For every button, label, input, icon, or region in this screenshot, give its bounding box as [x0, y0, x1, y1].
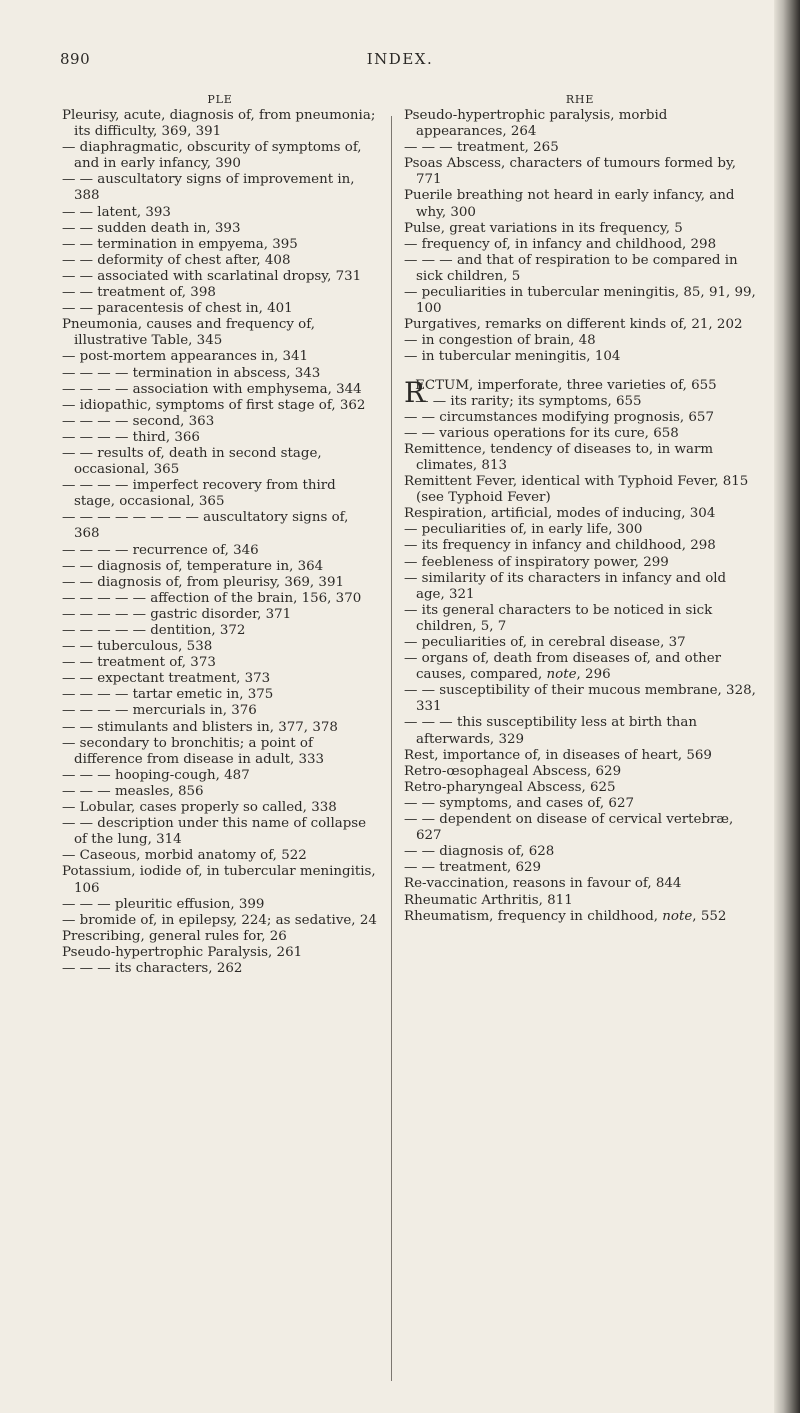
index-entry: — — paracentesis of chest in, 401	[62, 301, 293, 317]
column-divider	[391, 116, 392, 1381]
index-entry: — diaphragmatic, obscurity of symptoms of, and in early infancy, 390	[62, 140, 362, 172]
index-entry: — — diagnosis of, 628	[404, 844, 555, 860]
left-column	[62, 92, 378, 977]
right-column	[404, 92, 756, 925]
index-entry: — — associated with scarlatinal dropsy, 731	[62, 268, 362, 284]
page-ref: 552	[700, 908, 727, 924]
index-entry: Pulse, great variations in its frequency, 5	[404, 220, 683, 236]
index-entry: — similarity of its characters in infancy and old age, 321	[404, 570, 727, 602]
index-entry: Respiration, artificial, modes of inducing, 304	[404, 506, 716, 522]
index-entry: — — — its characters, 262	[62, 960, 243, 976]
index-entry: — — — — second, 363	[62, 413, 215, 429]
index-entry: — — — — recurrence of, 346	[62, 542, 259, 558]
note-label: note	[662, 908, 693, 924]
index-entry: Rheumatic Arthritis, 811	[404, 892, 573, 908]
index-entry: — — — — — gastric disorder, 371	[62, 606, 292, 622]
index-entry: — — diagnosis of, temperature in, 364	[62, 558, 324, 574]
right-catchword: RHE	[565, 93, 595, 106]
index-entry: — — its rarity; its symptoms, 655	[415, 393, 642, 409]
section-gap	[404, 366, 756, 378]
left-catchword: PLE	[207, 93, 233, 106]
index-entry: — — treatment of, 373	[62, 655, 216, 671]
index-entry: Remittence, tendency of diseases to, in warm climates, 813	[404, 441, 714, 473]
index-entry: — bromide of, in epilepsy, 224; as sedative, 24	[62, 912, 377, 928]
index-entry: — peculiarities of, in cerebral disease, 37	[404, 635, 686, 650]
index-entry: Psoas Abscess, characters of tumours formed by, 771	[404, 156, 736, 188]
index-entry: — post-mortem appearances in, 341	[62, 349, 309, 365]
index-entry: — — — pleuritic effusion, 399	[62, 896, 265, 912]
index-entry: — secondary to bronchitis; a point of difference from disease in adult, 333	[62, 735, 325, 767]
left-entry-list	[62, 108, 378, 977]
index-entry: Pleurisy, acute, diagnosis of, from pneumonia; its difficulty, 369, 391	[62, 108, 376, 140]
index-entry: Pneumonia, causes and frequency of, illustrative Table, 345	[62, 317, 315, 349]
rectum-entry-text: ECTUM, imperforate, three varieties of, 655	[415, 377, 717, 393]
index-entry: — — — — mercurials in, 376	[62, 703, 257, 719]
index-entry: — — stimulants and blisters in, 377, 378	[62, 719, 338, 735]
index-entry: — — — and that of respiration to be compared in sick children, 5	[404, 252, 738, 284]
index-entry: — idiopathic, symptoms of first stage of, 362	[62, 397, 366, 413]
page-ref: 296	[585, 667, 611, 683]
index-entry: — — — — imperfect recovery from third stage, occasional, 365	[62, 478, 336, 510]
index-entry: — its general characters to be noticed in sick children, 5, 7	[404, 602, 713, 634]
index-entry: Potassium, iodide of, in tubercular meningitis, 106	[62, 864, 376, 896]
drop-cap-letter: R	[404, 375, 426, 409]
index-entry: — — — — termination in abscess, 343	[62, 365, 321, 381]
index-entry: — — auscultatory signs of improvement in, 388	[62, 172, 355, 204]
index-entry: — — sudden death in, 393	[62, 220, 241, 236]
index-entry: — — description under this name of collapse of the lung, 314	[62, 816, 367, 848]
index-entry: — feebleness of inspiratory power, 299	[404, 554, 669, 570]
index-entry: Prescribing, general rules for, 26	[62, 928, 287, 944]
index-entry: — peculiarities of, in early life, 300	[404, 522, 643, 538]
index-entry: — — — hooping-cough, 487	[62, 767, 250, 783]
index-entry: — — latent, 393	[62, 204, 171, 220]
index-entry: Purgatives, remarks on different kinds of, 21, 202	[404, 317, 743, 333]
index-entry: — — treatment of, 398	[62, 285, 216, 301]
page-number: 890	[60, 50, 91, 68]
running-title: INDEX.	[366, 50, 434, 68]
index-entry: Pseudo-hypertrophic Paralysis, 261	[62, 944, 303, 960]
index-entry: — — — this susceptibility less at birth than afterwards, 329	[404, 715, 697, 747]
index-entry: — in tubercular meningitis, 104	[404, 349, 621, 365]
index-entry: — — — — association with emphysema, 344	[62, 381, 362, 397]
index-entry: Rheumatism, frequency in childhood, note, 552	[404, 908, 727, 924]
index-entry: — organs of, death from diseases of, and other causes, compared, note, 296	[404, 651, 722, 683]
index-entry: — — — — — dentition, 372	[62, 623, 246, 638]
index-entry: — — — — — — — — auscultatory signs of, 368	[62, 510, 349, 542]
index-entry: — — circumstances modifying prognosis, 657	[404, 409, 714, 425]
index-entry: — — — measles, 856	[62, 783, 204, 799]
book-edge-shadow	[774, 0, 800, 1413]
index-entry: Puerile breathing not heard in early infancy, and why, 300	[404, 188, 735, 220]
index-entry: — its frequency in infancy and childhood, 298	[404, 538, 716, 554]
index-entry: — in congestion of brain, 48	[404, 333, 596, 349]
index-entry: — — — — third, 366	[62, 429, 200, 445]
right-entry-list-top	[404, 108, 756, 366]
index-entry: — — tuberculous, 538	[62, 639, 213, 655]
index-entry: — — dependent on disease of cervical vertebræ, 627	[404, 812, 734, 844]
right-entry-list-bottom	[404, 394, 756, 925]
index-entry: — frequency of, in infancy and childhood, 298	[404, 236, 717, 252]
index-entry: — — treatment, 629	[404, 860, 542, 876]
index-entry: — — diagnosis of, from pleurisy, 369, 391	[62, 574, 344, 590]
index-entry: — — expectant treatment, 373	[62, 671, 271, 687]
index-entry: Re-vaccination, reasons in favour of, 844	[404, 876, 682, 892]
index-entry: — peculiarities in tubercular meningitis, 85, 91, 99, 100	[404, 285, 756, 317]
index-entry: — — — treatment, 265	[404, 140, 559, 156]
index-entry: Remittent Fever, identical with Typhoid Fever, 815 (see Typhoid Fever)	[404, 474, 749, 506]
index-entry: — — symptoms, and cases of, 627	[404, 795, 634, 811]
index-entry: — Lobular, cases properly so called, 338	[62, 800, 337, 816]
index-entry: Pseudo-hypertrophic paralysis, morbid appearances, 264	[404, 108, 668, 140]
note-label: note	[546, 667, 577, 683]
index-entry: — — susceptibility of their mucous membrane, 328, 331	[404, 683, 756, 715]
page-header	[60, 50, 740, 80]
index-entry: — Caseous, morbid anatomy of, 522	[62, 848, 307, 864]
index-entry: — — termination in empyema, 395	[62, 236, 298, 252]
index-entry: — — — — tartar emetic in, 375	[62, 687, 274, 703]
index-entry: Rest, importance of, in diseases of heart, 569	[404, 747, 712, 763]
index-entry: Retro-pharyngeal Abscess, 625	[404, 779, 616, 795]
index-entry: — — — — — affection of the brain, 156, 370	[62, 590, 362, 606]
index-entry: — — various operations for its cure, 658	[404, 425, 679, 441]
index-entry: — — deformity of chest after, 408	[62, 252, 291, 268]
index-entry: Retro-œsophageal Abscess, 629	[404, 763, 622, 779]
index-entry: — — results of, death in second stage, occasional, 365	[62, 445, 322, 478]
